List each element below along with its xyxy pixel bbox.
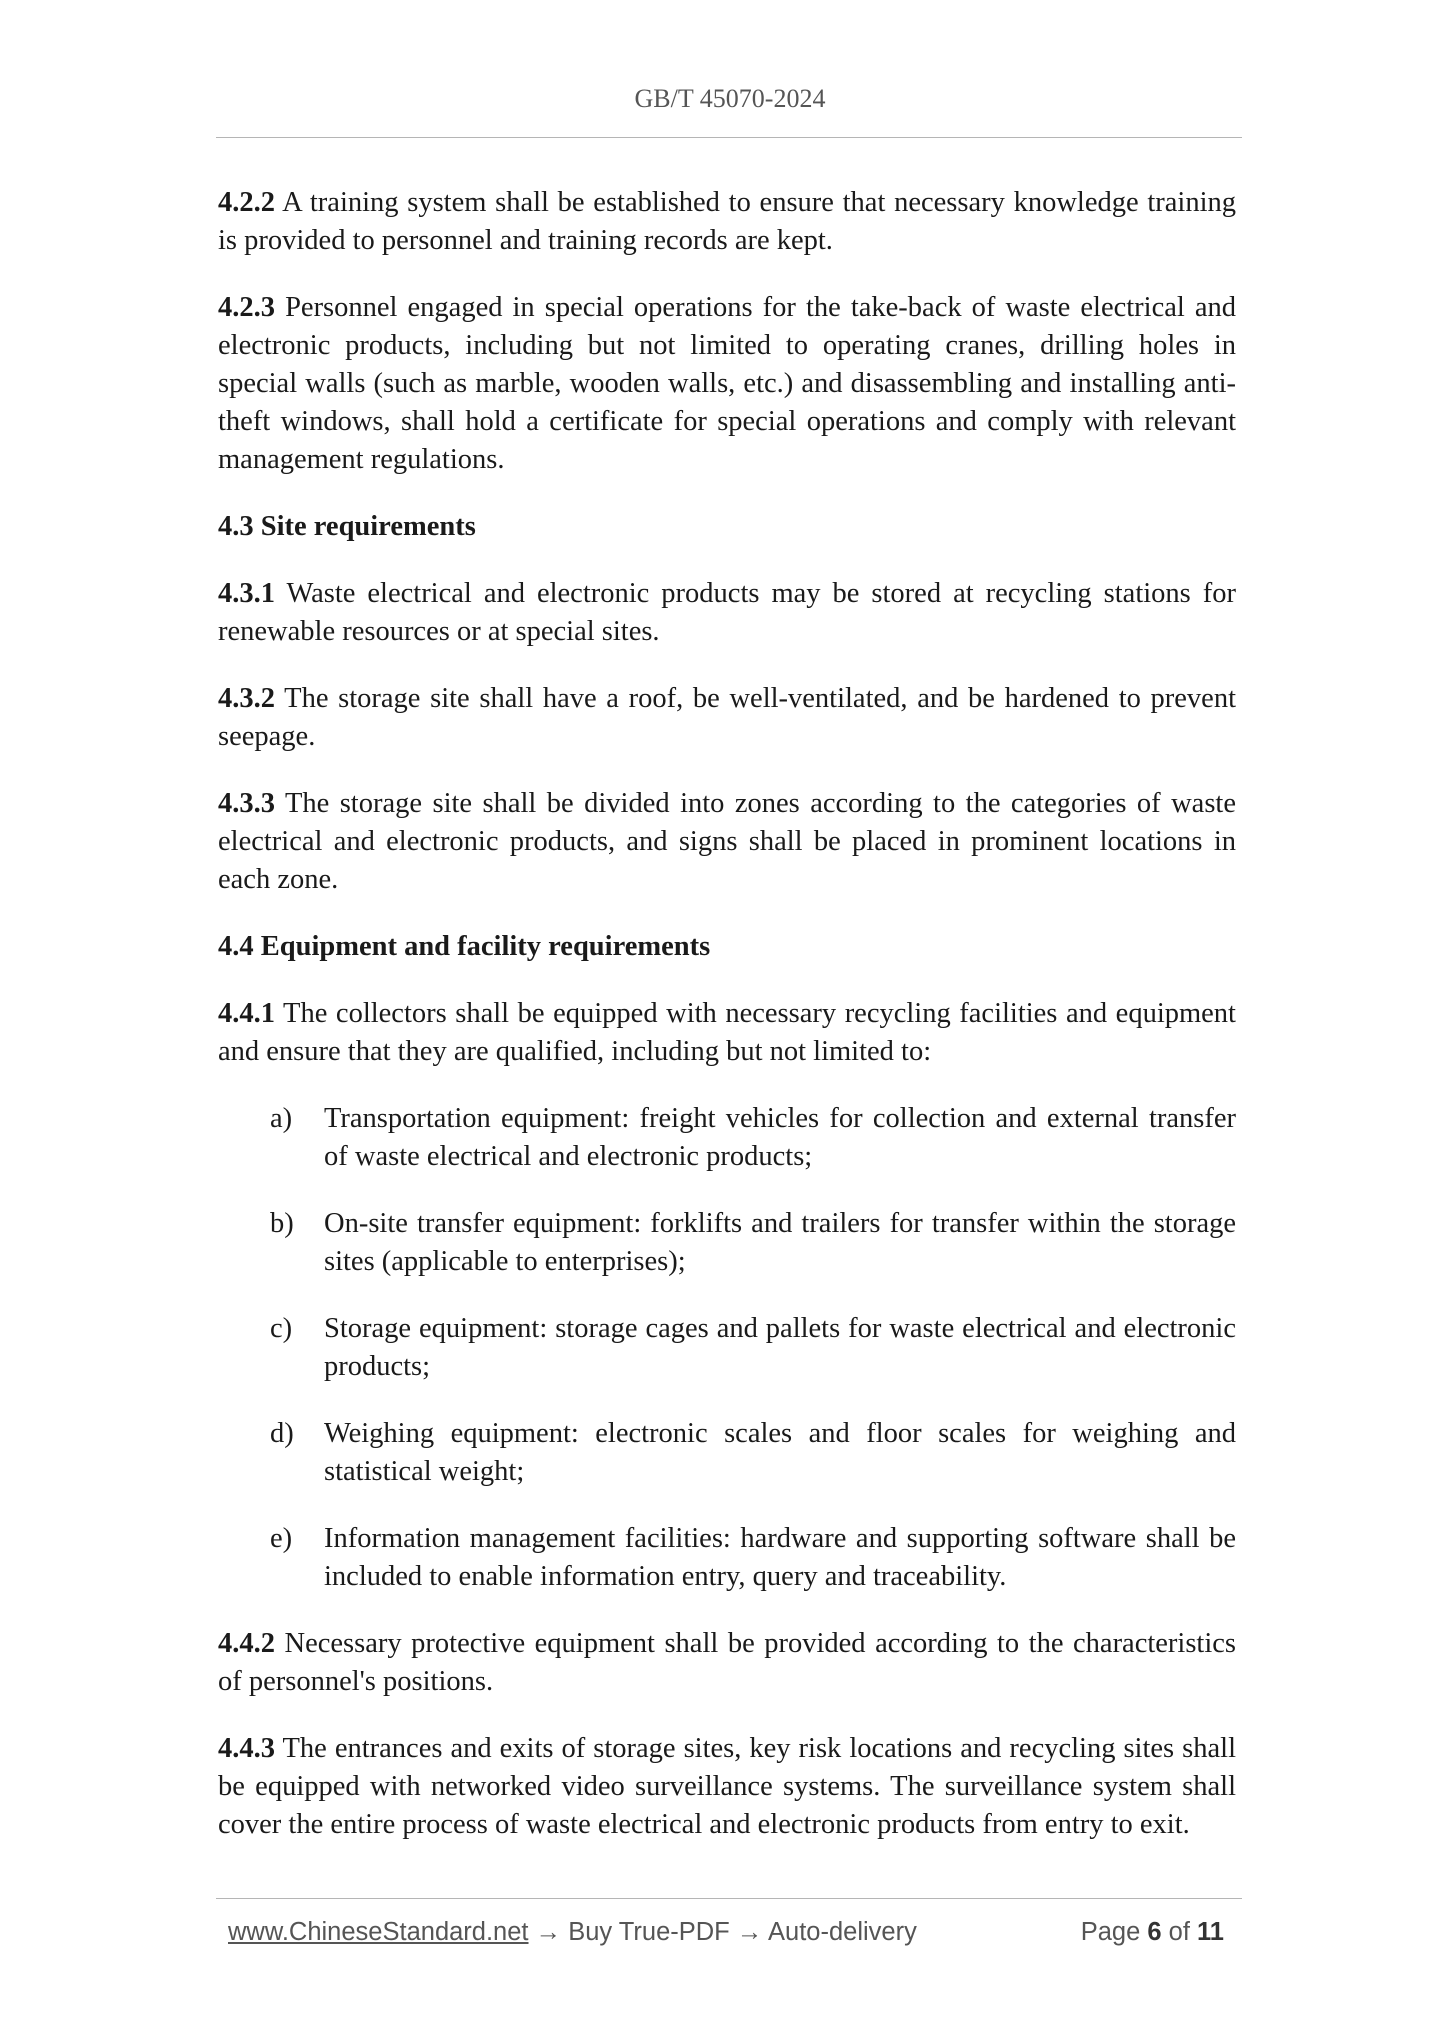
- clause-4-4-3: [218, 1730, 1236, 1844]
- header-divider: [216, 137, 1242, 138]
- clause-4-4-1: [218, 995, 1236, 1071]
- page-indicator: [1081, 1918, 1224, 1947]
- list-item-a: [270, 1100, 1236, 1176]
- page-current: 6: [1147, 1918, 1162, 1946]
- clause-4-3-3: [218, 785, 1236, 899]
- list-text: Transportation equipment: freight vehicles for collection and external transfer of waste electrical and electronic products;: [324, 1103, 1236, 1172]
- clause-text: Waste electrical and electronic products may be stored at recycling stations for renewable resources or at special sites.: [218, 578, 1236, 647]
- list-item-e: [270, 1520, 1236, 1596]
- clause-text: The collectors shall be equipped with necessary recycling facilities and equipment and ensure that they are qualified, including but not limited to:: [218, 998, 1236, 1067]
- buy-pdf-text: Buy True-PDF: [568, 1918, 730, 1946]
- footer-links: [228, 1918, 917, 1947]
- document-body: [218, 184, 1236, 1873]
- list-item-c: [270, 1310, 1236, 1386]
- clause-number: 4.4.1: [218, 998, 275, 1029]
- arrow-right-icon: →: [535, 1918, 562, 1946]
- list-label: d): [270, 1418, 294, 1449]
- clause-text: The storage site shall have a roof, be well-ventilated, and be hardened to prevent seepage.: [218, 683, 1236, 752]
- footer-divider: [216, 1898, 1242, 1899]
- clause-number: 4.4.2: [218, 1628, 275, 1659]
- section-heading-4-3: 4.3 Site requirements: [218, 511, 476, 542]
- list-item-b: [270, 1205, 1236, 1281]
- site-link[interactable]: www.ChineseStandard.net: [228, 1918, 529, 1946]
- clause-4-4-2: [218, 1625, 1236, 1701]
- clause-number: 4.2.2: [218, 187, 275, 218]
- list-label: a): [270, 1103, 293, 1134]
- section-heading-4-4: 4.4 Equipment and facility requirements: [218, 931, 711, 962]
- clause-4-2-3: [218, 289, 1236, 479]
- clause-text: The entrances and exits of storage sites, key risk locations and recycling sites shall be equipped with networked video surveillance systems. The surveillance system shall cover the entire process of waste electrical and electronic products from entry to exit.: [218, 1733, 1236, 1840]
- list-text: Weighing equipment: electronic scales and floor scales for weighing and statistical weight;: [324, 1418, 1236, 1487]
- list-item-d: [270, 1415, 1236, 1491]
- clause-text: Personnel engaged in special operations for the take-back of waste electrical and electronic products, including but not limited to operating cranes, drilling holes in special walls (such as marble, wooden walls, etc.) and disassembling and installing anti-theft windows, shall hold a certificate for special operations and comply with relevant management regulations.: [218, 292, 1236, 475]
- arrow-right-icon: →: [736, 1918, 763, 1946]
- page-total: 11: [1197, 1918, 1224, 1946]
- list-label: b): [270, 1208, 294, 1239]
- page-word: Page: [1080, 1918, 1141, 1946]
- page-header-title: GB/T 45070-2024: [634, 84, 826, 113]
- clause-number: 4.3.2: [218, 683, 275, 714]
- clause-number: 4.3.1: [218, 578, 275, 609]
- list-text: Information management facilities: hardware and supporting software shall be included to enable information entry, query and traceability.: [324, 1523, 1236, 1592]
- list-label: c): [270, 1313, 293, 1344]
- clause-4-3-2: [218, 680, 1236, 756]
- clause-number: 4.4.3: [218, 1733, 275, 1764]
- clause-text: Necessary protective equipment shall be provided according to the characteristics of personnel's positions.: [218, 1628, 1236, 1697]
- list-text: Storage equipment: storage cages and pallets for waste electrical and electronic products;: [324, 1313, 1236, 1382]
- clause-number: 4.3.3: [218, 788, 275, 819]
- list-label: e): [270, 1523, 293, 1554]
- clause-number: 4.2.3: [218, 292, 275, 323]
- clause-text: The storage site shall be divided into zones according to the categories of waste electrical and electronic products, and signs shall be placed in prominent locations in each zone.: [218, 788, 1236, 895]
- list-text: On-site transfer equipment: forklifts and trailers for transfer within the storage sites (applicable to enterprises);: [324, 1208, 1236, 1277]
- of-word: of: [1168, 1918, 1190, 1946]
- clause-4-3-1: [218, 575, 1236, 651]
- auto-delivery-text: Auto-delivery: [768, 1918, 917, 1946]
- clause-4-2-2: [218, 184, 1236, 260]
- clause-text: A training system shall be established to ensure that necessary knowledge training is provided to personnel and training records are kept.: [218, 187, 1236, 256]
